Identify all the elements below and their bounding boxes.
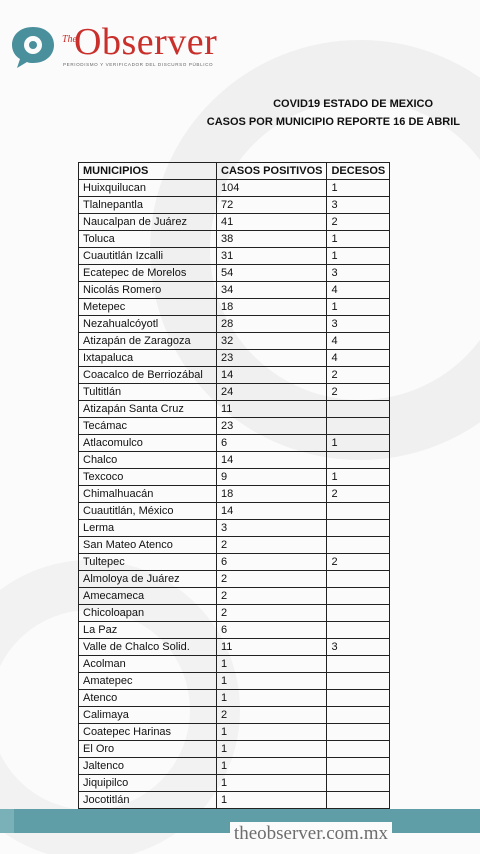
municipio-cell: Chimalhuacán (79, 486, 217, 503)
municipio-cell: Huixquilucan (79, 180, 217, 197)
casos-cell: 6 (217, 622, 327, 639)
casos-cell: 6 (217, 435, 327, 452)
decesos-cell (327, 571, 390, 588)
casos-cell: 34 (217, 282, 327, 299)
table-row (79, 316, 390, 333)
municipio-cell: El Oro (79, 741, 217, 758)
municipio-cell: Amecameca (79, 588, 217, 605)
municipio-cell: Tultepec (79, 554, 217, 571)
casos-cell: 9 (217, 469, 327, 486)
decesos-cell: 1 (327, 248, 390, 265)
decesos-cell: 1 (327, 469, 390, 486)
decesos-cell (327, 724, 390, 741)
speech-bubble-logo-icon (8, 24, 58, 70)
casos-cell: 2 (217, 707, 327, 724)
table-row (79, 792, 390, 809)
decesos-cell: 3 (327, 316, 390, 333)
decesos-cell: 1 (327, 180, 390, 197)
brand-tagline: PERIODISMO Y VERIFICADOR DEL DISCURSO PÚBLICO (63, 62, 214, 67)
casos-cell: 32 (217, 333, 327, 350)
casos-cell: 1 (217, 724, 327, 741)
municipio-cell: Nezahualcóyotl (79, 316, 217, 333)
report-title: COVID19 ESTADO DE MEXICO (273, 98, 433, 110)
table-row (79, 333, 390, 350)
casos-cell: 1 (217, 775, 327, 792)
municipio-cell: Jocotitlán (79, 792, 217, 809)
table-row (79, 758, 390, 775)
decesos-cell: 2 (327, 384, 390, 401)
municipio-cell: San Mateo Atenco (79, 537, 217, 554)
municipio-cell: Tecámac (79, 418, 217, 435)
table-header-row (79, 163, 390, 180)
decesos-cell: 2 (327, 367, 390, 384)
decesos-cell: 4 (327, 350, 390, 367)
casos-cell: 23 (217, 418, 327, 435)
decesos-cell (327, 792, 390, 809)
casos-cell: 18 (217, 299, 327, 316)
decesos-cell (327, 622, 390, 639)
footer-accent (0, 809, 14, 833)
table-row (79, 401, 390, 418)
decesos-cell (327, 741, 390, 758)
municipio-cell: Chalco (79, 452, 217, 469)
decesos-cell (327, 588, 390, 605)
table-row (79, 469, 390, 486)
decesos-cell (327, 503, 390, 520)
table-row (79, 384, 390, 401)
municipio-cell: Acolman (79, 656, 217, 673)
table-row (79, 537, 390, 554)
table-row (79, 367, 390, 384)
brand-name: Observer (74, 21, 218, 63)
decesos-cell: 4 (327, 333, 390, 350)
casos-cell: 3 (217, 520, 327, 537)
municipio-cell: Ixtapaluca (79, 350, 217, 367)
table-row (79, 418, 390, 435)
casos-cell: 2 (217, 537, 327, 554)
header-decesos: DECESOS (327, 163, 390, 180)
casos-cell: 31 (217, 248, 327, 265)
casos-cell: 1 (217, 673, 327, 690)
casos-cell: 38 (217, 231, 327, 248)
table-row (79, 282, 390, 299)
decesos-cell: 3 (327, 639, 390, 656)
municipio-cell: Atlacomulco (79, 435, 217, 452)
decesos-cell (327, 605, 390, 622)
decesos-cell (327, 418, 390, 435)
municipio-cell: Toluca (79, 231, 217, 248)
casos-cell: 24 (217, 384, 327, 401)
table-row (79, 231, 390, 248)
casos-cell: 6 (217, 554, 327, 571)
report-subtitle: CASOS POR MUNICIPIO REPORTE 16 DE ABRIL (206, 116, 460, 128)
decesos-cell: 2 (327, 554, 390, 571)
casos-cell: 14 (217, 452, 327, 469)
casos-cell: 28 (217, 316, 327, 333)
decesos-cell (327, 520, 390, 537)
table-row (79, 690, 390, 707)
table-row (79, 656, 390, 673)
decesos-cell: 1 (327, 435, 390, 452)
table-row (79, 452, 390, 469)
casos-cell: 1 (217, 656, 327, 673)
casos-cell: 1 (217, 758, 327, 775)
table-row (79, 299, 390, 316)
decesos-cell (327, 673, 390, 690)
decesos-cell: 2 (327, 486, 390, 503)
casos-cell: 41 (217, 214, 327, 231)
table-row (79, 214, 390, 231)
footer-url: theobserver.com.mx (230, 822, 392, 846)
decesos-cell (327, 452, 390, 469)
municipio-cell: La Paz (79, 622, 217, 639)
decesos-cell: 1 (327, 231, 390, 248)
table-row (79, 520, 390, 537)
decesos-cell: 3 (327, 197, 390, 214)
decesos-cell (327, 775, 390, 792)
casos-cell: 1 (217, 792, 327, 809)
table-row (79, 775, 390, 792)
decesos-cell: 3 (327, 265, 390, 282)
casos-cell: 1 (217, 741, 327, 758)
municipio-cell: Naucalpan de Juárez (79, 214, 217, 231)
table-row (79, 180, 390, 197)
casos-cell: 54 (217, 265, 327, 282)
header-casos-positivos: CASOS POSITIVOS (217, 163, 327, 180)
municipio-cell: Coatepec Harinas (79, 724, 217, 741)
municipio-cell: Tultitlán (79, 384, 217, 401)
municipio-cell: Coacalco de Berriozábal (79, 367, 217, 384)
casos-cell: 104 (217, 180, 327, 197)
decesos-cell (327, 401, 390, 418)
decesos-cell: 1 (327, 299, 390, 316)
table-row (79, 588, 390, 605)
municipio-cell: Texcoco (79, 469, 217, 486)
decesos-cell (327, 690, 390, 707)
casos-cell: 11 (217, 639, 327, 656)
municipio-cell: Chicoloapan (79, 605, 217, 622)
casos-cell: 14 (217, 503, 327, 520)
table-row (79, 435, 390, 452)
table-row (79, 741, 390, 758)
brand-the: The (62, 34, 77, 45)
table-row (79, 248, 390, 265)
municipio-cell: Ecatepec de Morelos (79, 265, 217, 282)
table-row (79, 724, 390, 741)
cases-table (78, 162, 390, 809)
casos-cell: 2 (217, 588, 327, 605)
table-row (79, 605, 390, 622)
municipio-cell: Almoloya de Juárez (79, 571, 217, 588)
municipio-cell: Cuautitlán Izcalli (79, 248, 217, 265)
casos-cell: 11 (217, 401, 327, 418)
header-municipios: MUNICIPIOS (79, 163, 217, 180)
decesos-cell (327, 537, 390, 554)
municipio-cell: Tlalnepantla (79, 197, 217, 214)
municipio-cell: Lerma (79, 520, 217, 537)
municipio-cell: Cuautitlán, México (79, 503, 217, 520)
municipio-cell: Amatepec (79, 673, 217, 690)
decesos-cell (327, 707, 390, 724)
decesos-cell: 2 (327, 214, 390, 231)
table-body (79, 180, 390, 809)
casos-cell: 2 (217, 605, 327, 622)
municipio-cell: Jaltenco (79, 758, 217, 775)
table-row (79, 673, 390, 690)
municipio-cell: Atizapán de Zaragoza (79, 333, 217, 350)
table-row (79, 486, 390, 503)
casos-cell: 14 (217, 367, 327, 384)
casos-cell: 23 (217, 350, 327, 367)
municipio-cell: Atenco (79, 690, 217, 707)
table-row (79, 707, 390, 724)
decesos-cell: 4 (327, 282, 390, 299)
table-row (79, 554, 390, 571)
municipio-cell: Jiquipilco (79, 775, 217, 792)
casos-cell: 2 (217, 571, 327, 588)
municipio-cell: Nicolás Romero (79, 282, 217, 299)
casos-cell: 18 (217, 486, 327, 503)
table-row (79, 503, 390, 520)
table-row (79, 639, 390, 656)
table-row (79, 197, 390, 214)
municipio-cell: Metepec (79, 299, 217, 316)
casos-cell: 72 (217, 197, 327, 214)
municipio-cell: Valle de Chalco Solid. (79, 639, 217, 656)
table-row (79, 265, 390, 282)
decesos-cell (327, 758, 390, 775)
table-row (79, 571, 390, 588)
municipio-cell: Atizapán Santa Cruz (79, 401, 217, 418)
table-row (79, 350, 390, 367)
municipio-cell: Calimaya (79, 707, 217, 724)
decesos-cell (327, 656, 390, 673)
casos-cell: 1 (217, 690, 327, 707)
table-row (79, 622, 390, 639)
